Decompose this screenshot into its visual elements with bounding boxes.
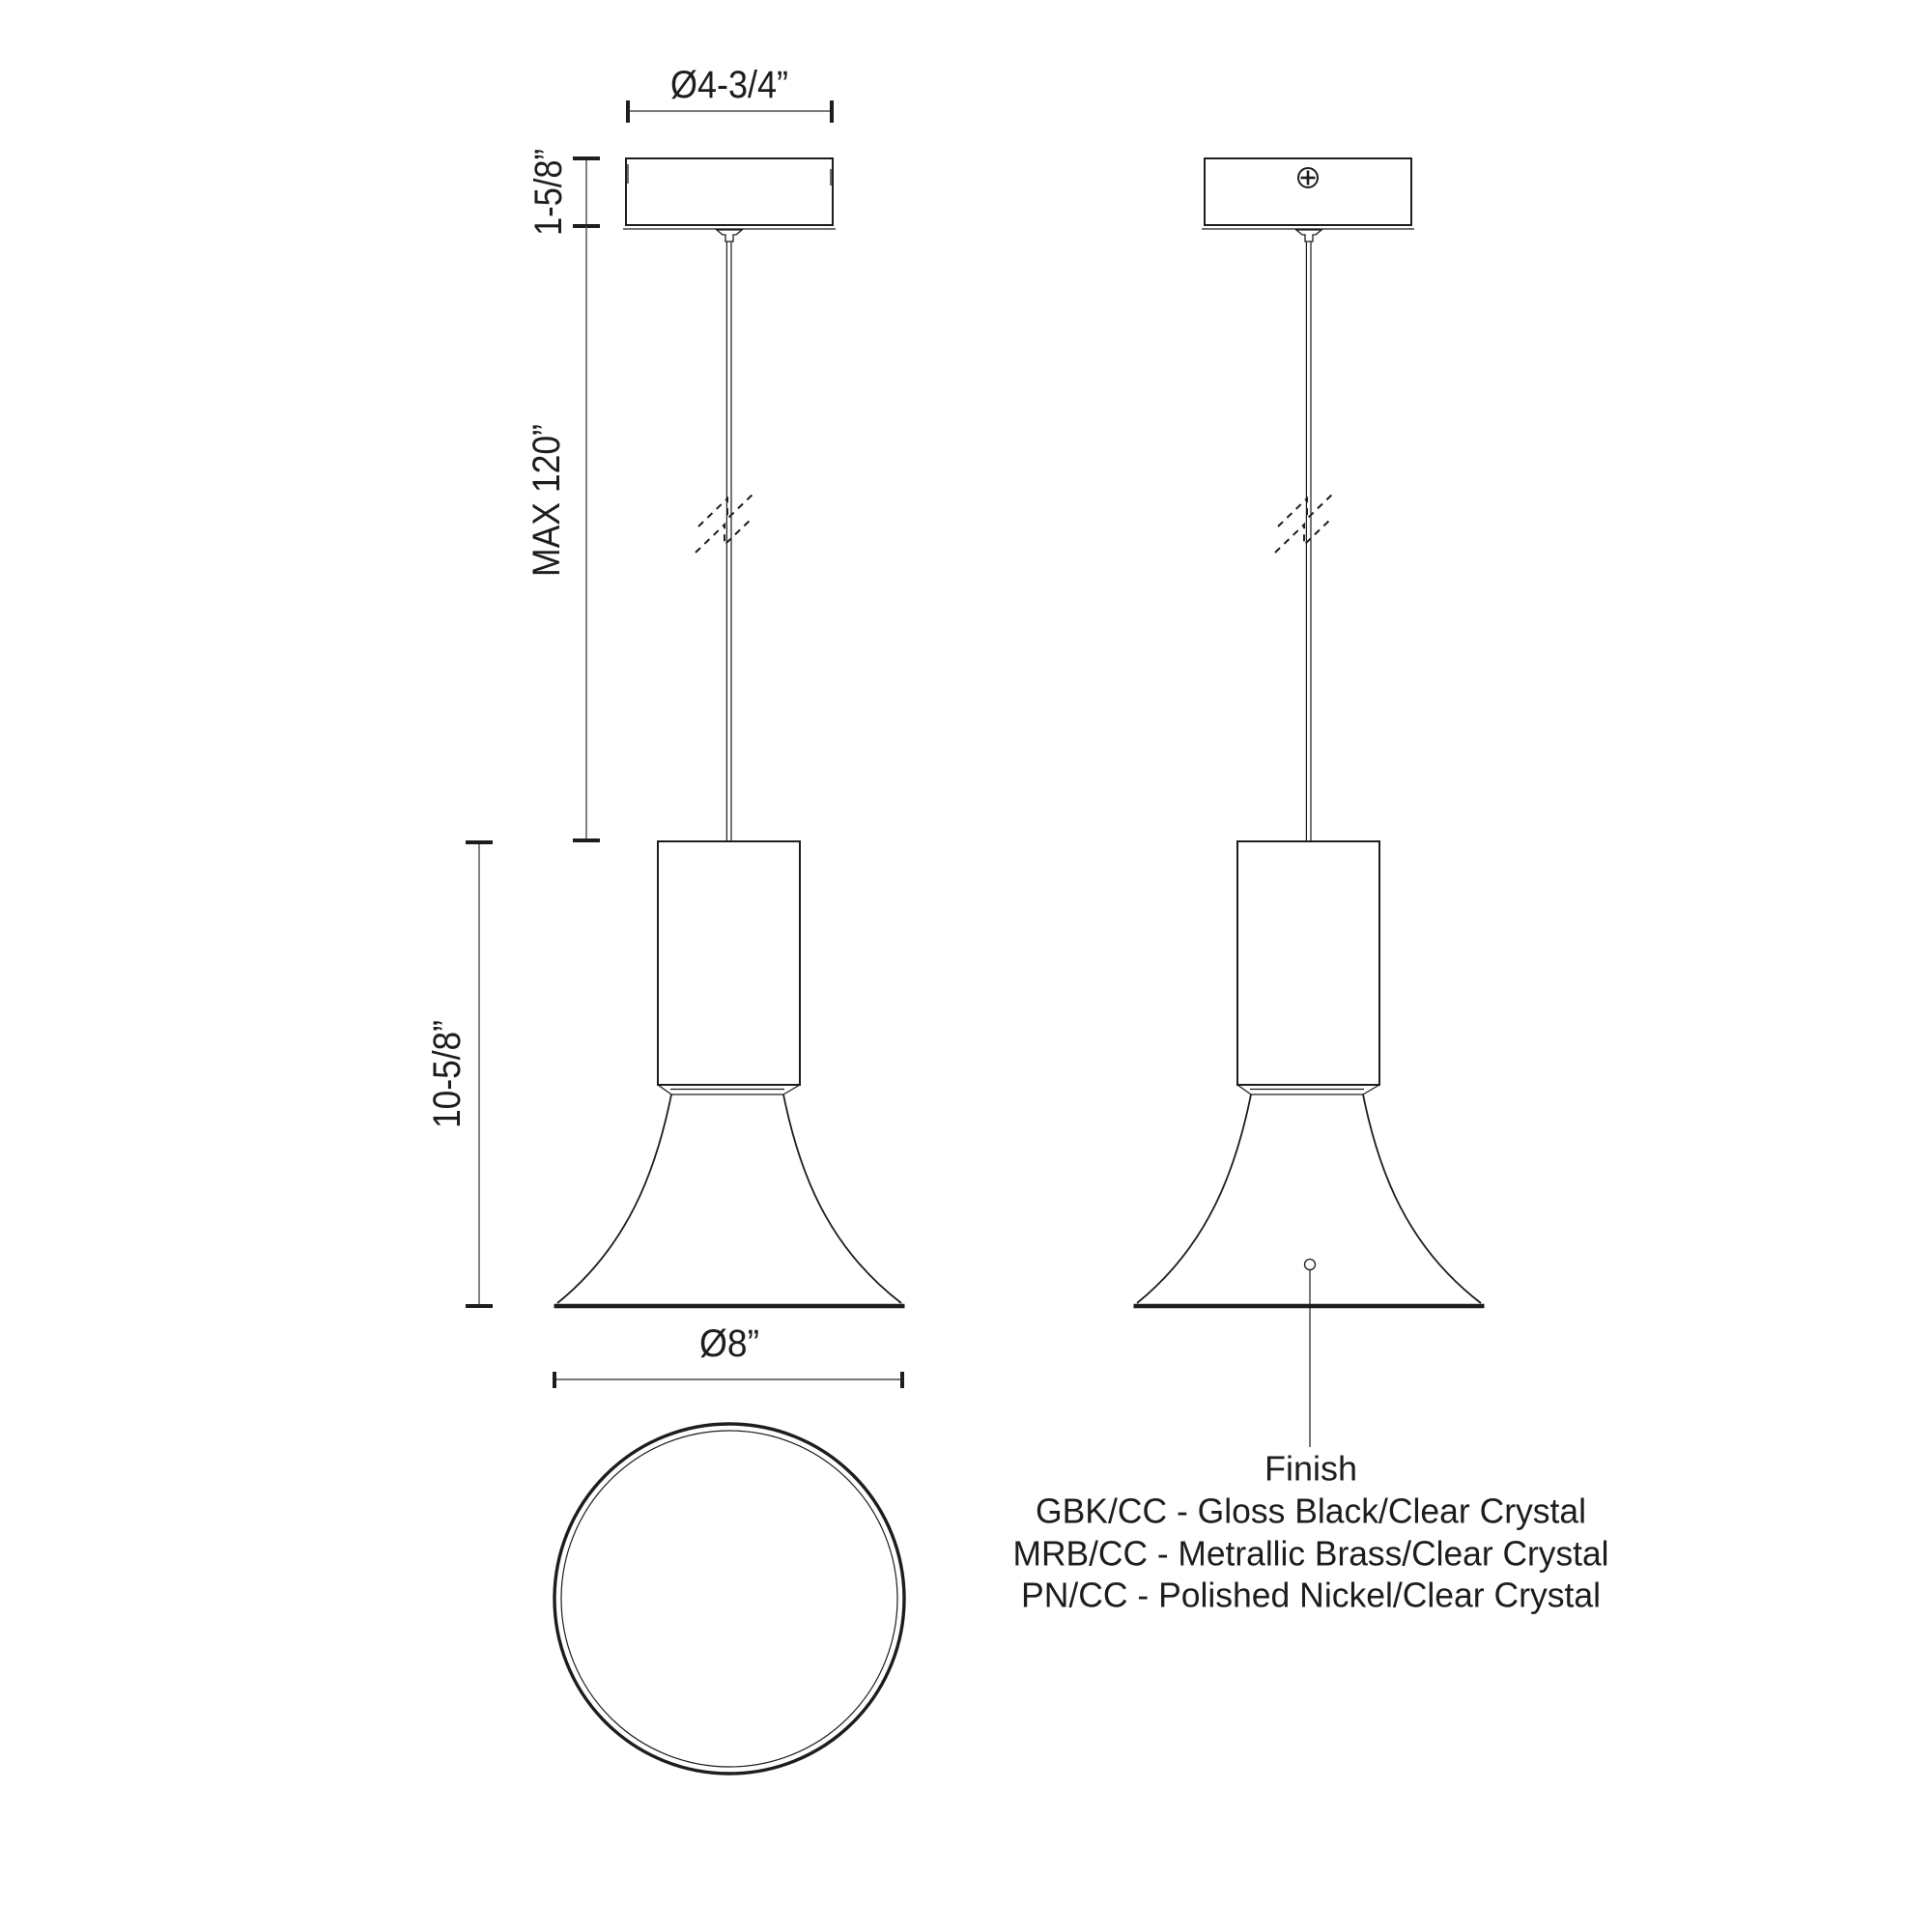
shade-flare-right: [783, 1094, 901, 1303]
shade-flare-left: [1137, 1094, 1251, 1303]
finish-option: PN/CC - Polished Nickel/Clear Crystal: [1021, 1575, 1601, 1615]
finish-note: [1013, 1449, 1609, 1615]
dim-label-fixture-height: 10-5/8”: [426, 1006, 469, 1128]
finish-option: GBK/CC - Gloss Black/Clear Crystal: [1036, 1491, 1586, 1531]
finish-option: MRB/CC - Metrallic Brass/Clear Crystal: [1012, 1533, 1609, 1574]
right-elevation-view: [1134, 158, 1485, 1447]
cable-break-symbol: [696, 518, 753, 553]
canopy: [626, 158, 833, 225]
left-elevation-view: [554, 158, 905, 1306]
finish-note-title: Finish: [1264, 1448, 1357, 1489]
fixture-body-cylinder: [1237, 841, 1379, 1085]
dim-label-shade-diameter: Ø8”: [699, 1322, 759, 1365]
shade-flare-left: [557, 1094, 671, 1303]
dim-label-canopy-height: 1-5/8”: [527, 134, 570, 236]
cable-break-symbol: [1275, 518, 1332, 553]
dim-label-canopy-diameter: Ø4-3/4”: [670, 64, 788, 106]
shade-flare-right: [1363, 1094, 1481, 1303]
dim-label-max-suspension: MAX 120”: [526, 405, 568, 577]
strain-relief: [717, 230, 742, 242]
shade-inner-ring: [561, 1431, 897, 1767]
finish-leader-dot: [1305, 1260, 1316, 1270]
fixture-body-cylinder: [658, 841, 800, 1085]
dimension-annotations: [426, 64, 902, 1388]
bottom-view: [554, 1424, 904, 1774]
shade-outer-ring: [554, 1424, 904, 1774]
strain-relief: [1296, 230, 1321, 242]
